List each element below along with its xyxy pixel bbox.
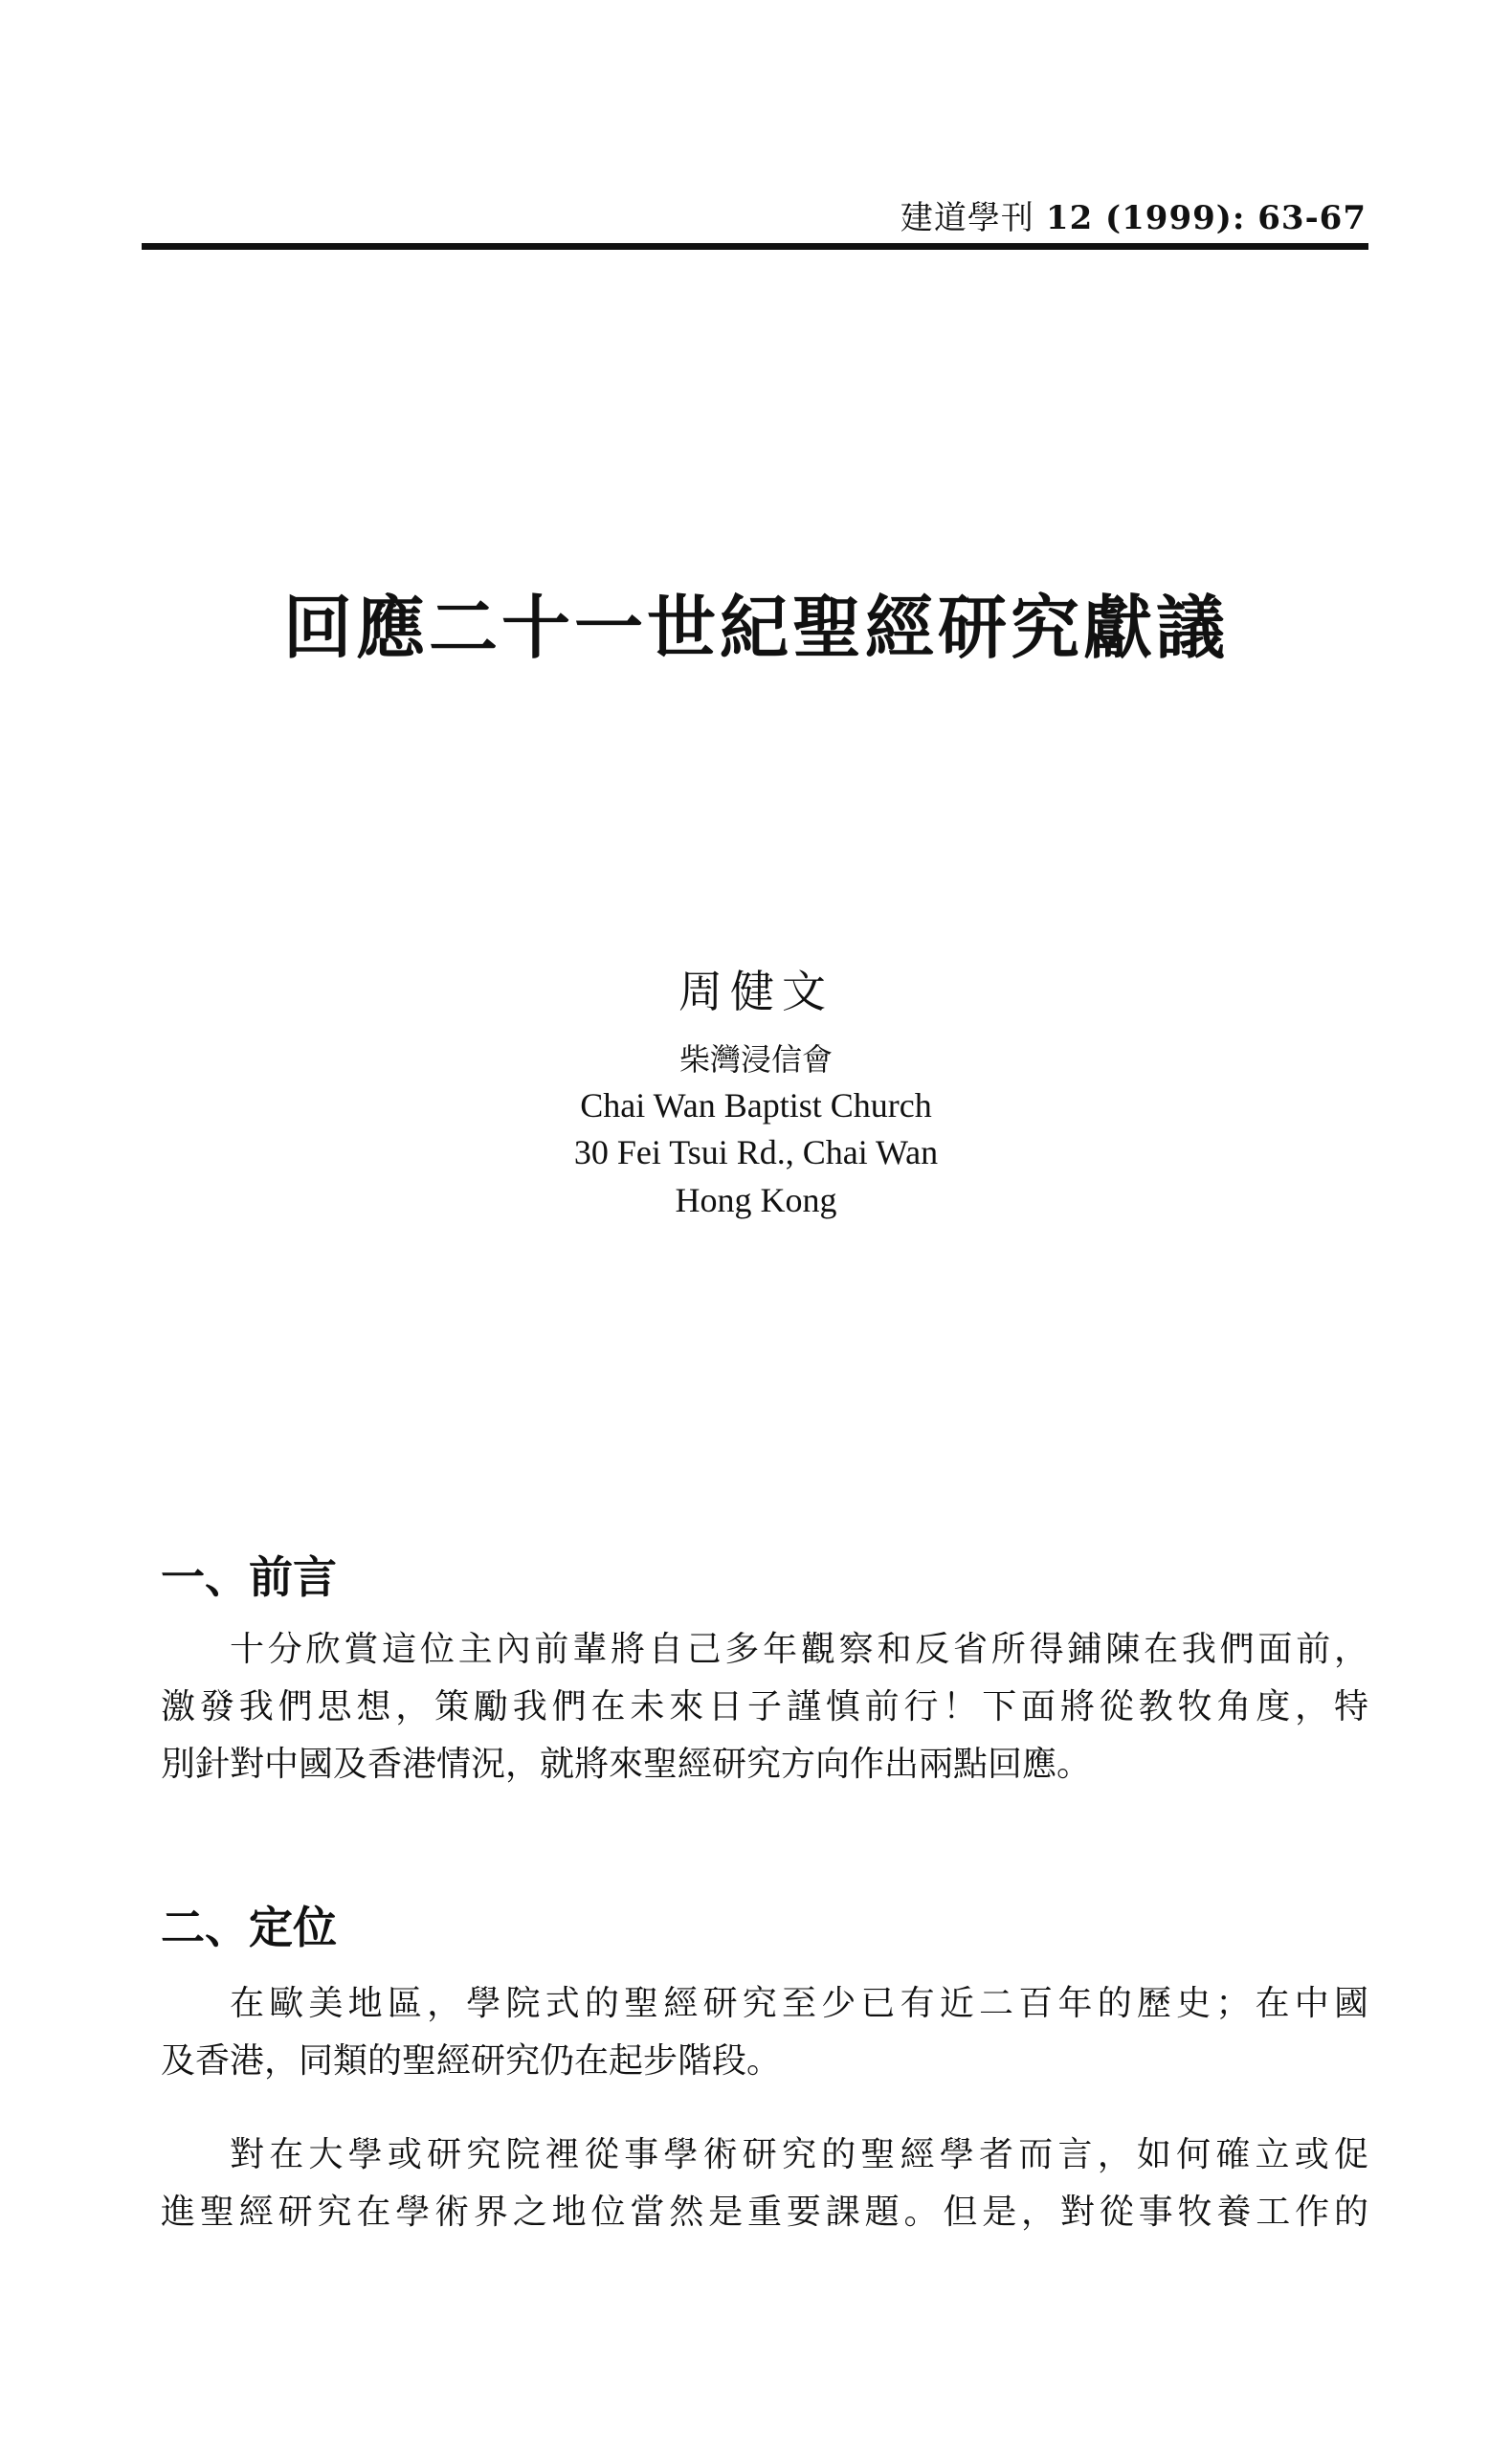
text-line: 在歐美地區，學院式的聖經研究至少已有近二百年的歷史；在中國 [230, 1984, 1368, 2023]
affiliation-line: Hong Kong [675, 1181, 837, 1219]
text-line: 及香港，同類的聖經研究仍在起步階段。 [161, 2041, 782, 2081]
section-heading: 二、定位 [161, 1902, 337, 1953]
journal-name: 建道學刊 [900, 199, 1034, 237]
text-line: 對在大學或研究院裡從事學術研究的聖經學者而言，如何確立或促 [230, 2135, 1368, 2174]
affiliation-line: Chai Wan Baptist Church [580, 1086, 932, 1125]
affiliation-line: 30 Fei Tsui Rd., Chai Wan [573, 1133, 939, 1171]
paragraph [161, 1621, 1368, 1793]
author-name: 周健文 [678, 966, 834, 1017]
section-heading: 一、前言 [161, 1551, 337, 1603]
header-rule [142, 243, 1368, 250]
text-line: 進聖經研究在學術界之地位當然是重要課題。但是，對從事牧養工作的 [161, 2193, 1368, 2232]
paragraph [161, 1975, 1368, 2090]
citation: 12 (1999): 63-67 [1045, 199, 1367, 237]
text-line: 十分欣賞這位主內前輩將自己多年觀察和反省所得鋪陳在我們面前， [230, 1630, 1368, 1669]
article-title: 回應二十一世紀聖經研究獻議 [282, 588, 1229, 668]
text-line: 別針對中國及香港情況，就將來聖經研究方向作出兩點回應。 [161, 1745, 1092, 1784]
text-line: 激發我們思想，策勵我們在未來日子謹慎前行！下面將從教牧角度，特 [161, 1687, 1368, 1726]
paragraph [161, 2127, 1368, 2241]
running-head [901, 191, 1367, 238]
affiliation-chinese: 柴灣浸信會 [678, 1041, 833, 1078]
